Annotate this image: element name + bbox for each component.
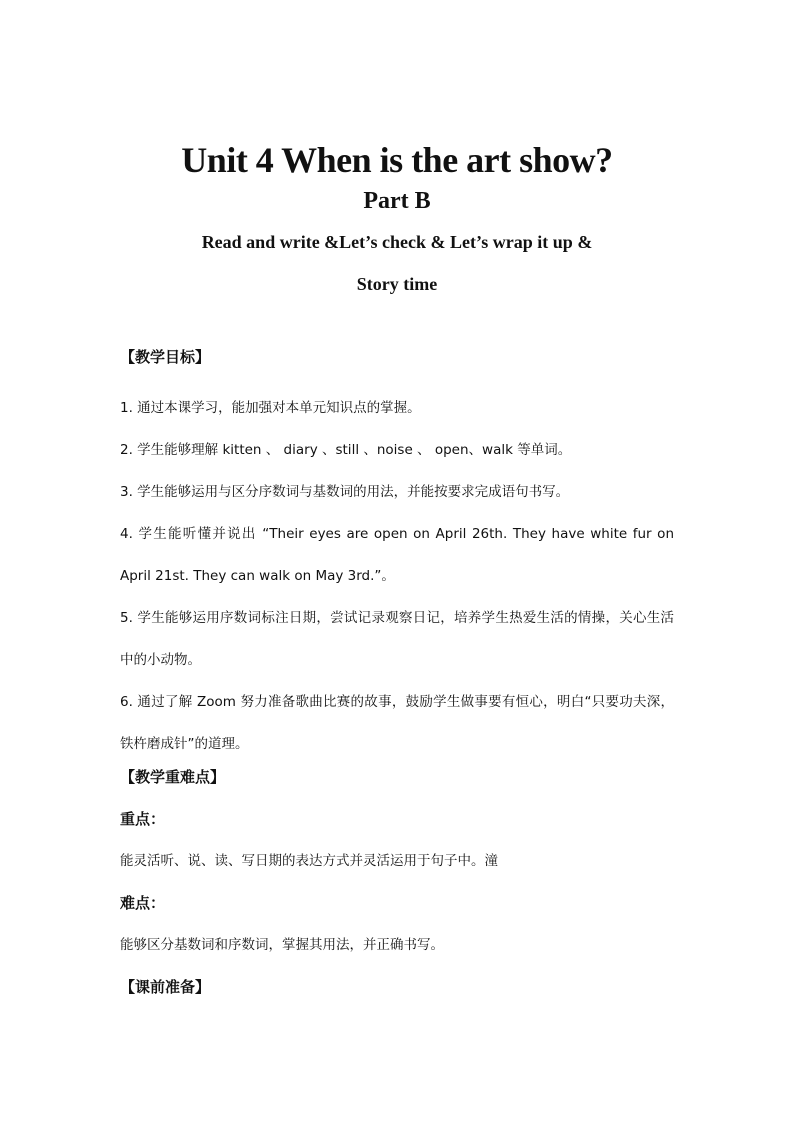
objective-item-6: 6. 通过了解 Zoom 努力准备歌曲比赛的故事，鼓励学生做事要有恒心，明白“只要功夫深，铁杵磨成针”的道理。 xyxy=(120,694,674,752)
objective-item-3: 3. 学生能够运用与区分序数词与基数词的用法，并能按要求完成语句书写。 xyxy=(120,484,570,500)
difficulty-label: 难点： xyxy=(120,894,166,912)
lesson-sections-line-1: Read and write &Let’s check & Let’s wrap it up & xyxy=(201,232,593,252)
document-body xyxy=(120,345,674,1017)
document-subtitle: Part B xyxy=(363,188,431,214)
objective-item-5: 5. 学生能够运用序数词标注日期，尝试记录观察日记，培养学生热爱生活的情操，关心生活中的小动物。 xyxy=(120,610,674,668)
objective-item-2: 2. 学生能够理解 kitten 、 diary 、still 、noise 、 open、walk 等单词。 xyxy=(120,442,572,458)
document-title: Unit 4 When is the art show? xyxy=(181,140,613,180)
objective-item-1: 1. 通过本课学习，能加强对本单元知识点的掌握。 xyxy=(120,400,421,416)
difficulty-text: 能够区分基数词和序数词，掌握其用法，并正确书写。 xyxy=(120,937,444,953)
preparation-heading: 【课前准备】 xyxy=(120,978,211,996)
focus-label: 重点： xyxy=(120,810,166,828)
objectives-heading: 【教学目标】 xyxy=(120,348,211,366)
lesson-sections-line-2: Story time xyxy=(356,274,438,294)
focus-text: 能灵活听、说、读、写日期的表达方式并灵活运用于句子中。潼 xyxy=(120,853,498,869)
objective-item-4: 4. 学生能听懂并说出 “Their eyes are open on April 26th. They have white fur on April 21st. They can walk on May 3rd.”。 xyxy=(120,526,674,584)
key-points-heading: 【教学重难点】 xyxy=(120,768,226,786)
